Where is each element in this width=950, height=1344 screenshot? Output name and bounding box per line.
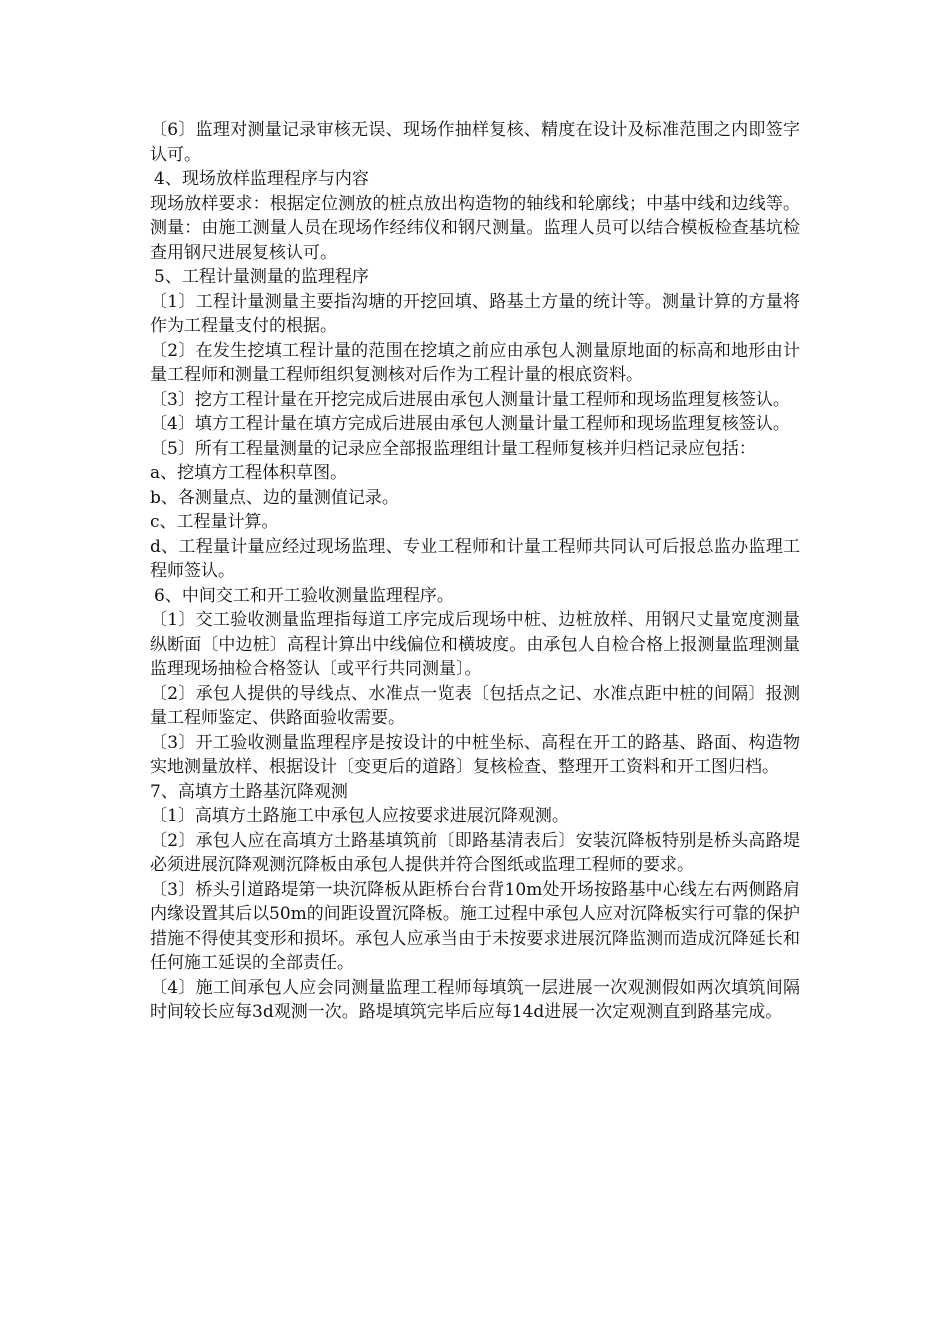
paragraph: 〔6〕监理对测量记录审核无误、现场作抽样复核、精度在设计及标准范围之内即签字认可。	[150, 120, 800, 165]
paragraph: 〔1〕交工验收测量监理指每道工序完成后现场中桩、边桩放样、用钢尺丈量宽度测量纵断面〔中边桩〕高程计算出中线偏位和横坡度。由承包人自检合格上报测量监理测量监理现场抽检合格签认〔或平行共同测量〕。	[150, 610, 800, 679]
item-text: 填方工程计量在填方完成后进展由承包人测量计量工程师和现场监理复核签认。	[194, 414, 790, 434]
paragraph: 〔3〕桥头引道路堤第一块沉降板从距桥台台背10m处开场按路基中心线左右两侧路肩内缘设置其后以50m的间距设置沉降板。施工过程中承包人应对沉降板实行可靠的保护措施不得使其变形和损坏。承包人应承当由于未按要求进展沉降监测而造成沉降延长和任何施工延误的全部责任。	[150, 879, 800, 973]
document-body	[150, 118, 800, 1025]
paragraph: 〔5〕所有工程量测量的记录应全部报监理组计量工程师复核并归档记录应包括：	[150, 438, 756, 459]
section-heading: 5、工程计量测量的监理程序	[154, 267, 369, 287]
paragraph: 〔2〕承包人应在高填方土路基填筑前〔即路基清表后〕安装沉降板特别是桥头高路堤必须进展沉降观测沉降板由承包人提供并符合图纸或监理工程师的要求。	[150, 830, 800, 875]
list-item: b、各测量点、边的量测值记录。	[150, 487, 399, 508]
paragraph: 〔4〕施工间承包人应会同测量监理工程师每填筑一层进展一次观测假如两次填筑间隔时间较长应每3d观测一次。路堤填筑完毕后应每14d进展一次定观测直到路基完成。	[150, 977, 800, 1022]
paragraph: 〔2〕承包人提供的导线点、水准点一览表〔包括点之记、水准点距中桩的间隔〕报测量工程师鉴定、供路面验收需要。	[150, 683, 800, 728]
paragraph: 〔3〕开工验收测量监理程序是按设计的中桩坐标、高程在开工的路基、路面、构造物实地测量放样、根据设计〔变更后的道路〕复核检查、整理开工资料和开工图归档。	[150, 732, 800, 777]
section-heading: 4、现场放样监理程序与内容	[154, 169, 369, 189]
paragraph: 现场放样要求：根据定位测放的桩点放出构造物的轴线和轮廓线；中基中线和边线等。测量：由施工测量人员在现场作经纬仪和钢尺测量。监理人员可以结合模板检查基坑检查用钢尺进展复核认可。	[150, 193, 800, 263]
item-number: 〔4〕	[150, 414, 195, 434]
paragraph: 〔3〕挖方工程计量在开挖完成后进展由承包人测量计量工程师和现场监理复核签认。	[150, 389, 790, 410]
list-item: c、工程量计算。	[150, 512, 279, 532]
paragraph	[150, 412, 800, 437]
section-heading: 6、中间交工和开工验收测量监理程序。	[154, 585, 454, 606]
section-heading: 7、高填方土路基沉降观测	[150, 781, 348, 802]
paragraph: 〔1〕工程计量测量主要指沟塘的开挖回填、路基土方量的统计等。测量计算的方量将作为工程量支付的根据。	[150, 291, 800, 336]
paragraph: 〔1〕高填方土路施工中承包人应按要求进展沉降观测。	[150, 806, 569, 826]
list-item: d、工程量计量应经过现场监理、专业工程师和计量工程师共同认可后报总监办监理工程师签认。	[150, 536, 800, 581]
paragraph: 〔2〕在发生挖填工程计量的范围在挖填之前应由承包人测量原地面的标高和地形由计量工程师和测量工程师组织复测核对后作为工程计量的根底资料。	[150, 340, 800, 385]
list-item: a、挖填方工程体积草图。	[150, 463, 348, 483]
